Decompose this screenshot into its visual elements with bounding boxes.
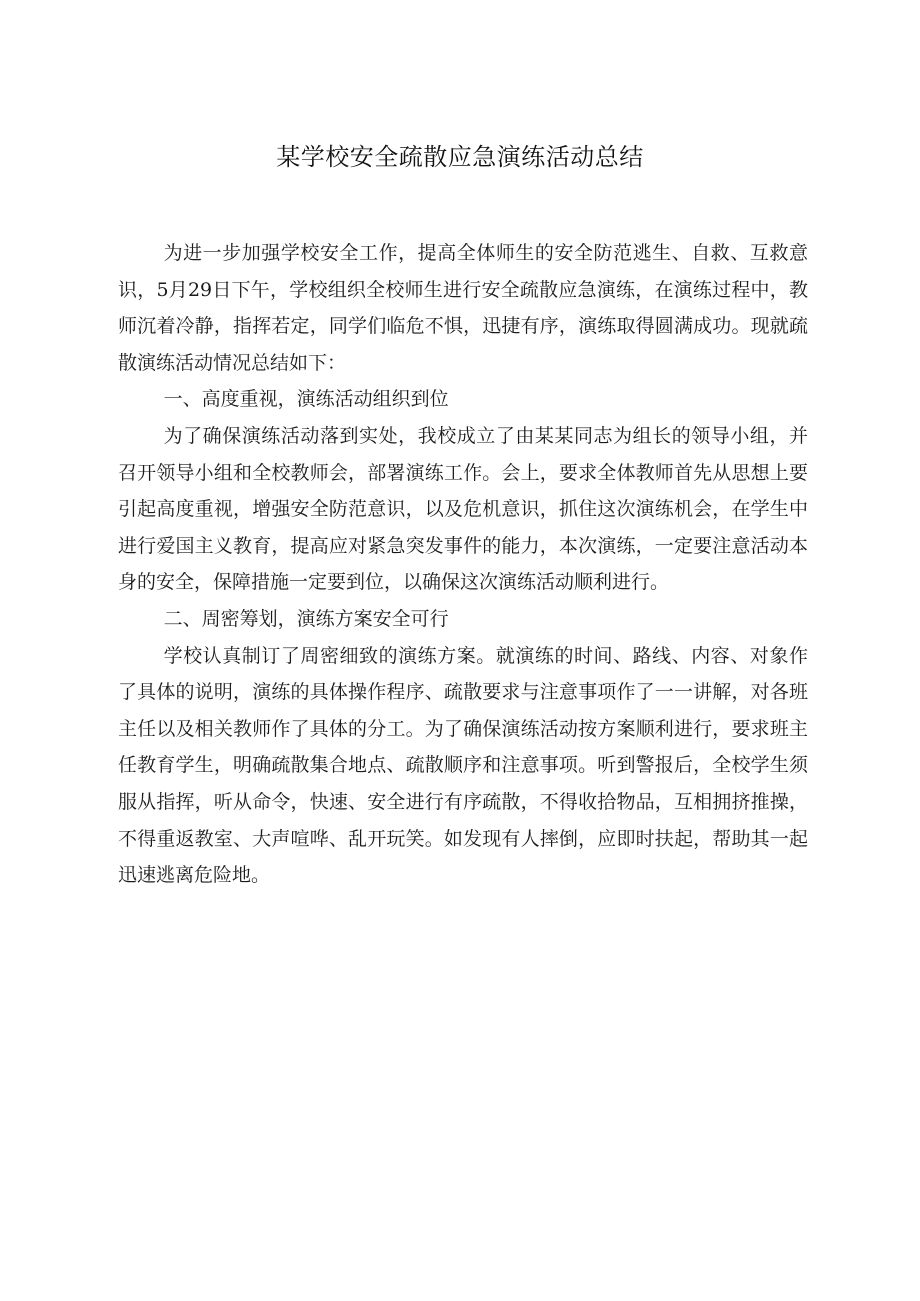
document-title: 某学校安全疏散应急演练活动总结 [276, 143, 644, 171]
section-2-paragraph: 学校认真制订了周密细致的演练方案。就演练的时间、路线、内容、对象作了具体的说明，演练的具体操作程序、疏散要求与注意事项作了一一讲解，对各班主任以及相关教师作了具体的分工。为了确保演练活动按方案顺利进行，要求班主任教育学生，明确疏散集合地点、疏散顺序和注意事项。听到警报后，全校学生须服从指挥，听从命令，快速、安全进行有序疏散，不得收拾物品，互相拥挤推操，不得重返教室、大声喧哗、乱开玩笑。如发现有人摔倒，应即时扶起，帮助其一起迅速逃离危险地。 [118, 644, 808, 887]
section-heading-1: 一、高度重视，演练活动组织到位 [163, 388, 449, 411]
document-body [118, 235, 808, 894]
section-1-paragraph: 为了确保演练活动落到实处，我校成立了由某某同志为组长的领导小组，并召开领导小组和全校教师会，部署演练工作。会上，要求全体教师首先从思想上要引起高度重视，增强安全防范意识，以及危机意识，抓住这次演练机会，在学生中进行爱国主义教育，提高应对紧急突发事件的能力，本次演练，一定要注意活动本身的安全，保障措施一定要到位，以确保这次演练活动顺利进行。 [118, 424, 808, 594]
intro-paragraph: 为进一步加强学校安全工作，提高全体师生的安全防范逃生、自救、互救意识，5月29日下午，学校组织全校师生进行安全疏散应急演练，在演练过程中，教师沉着冷静，指挥若定，同学们临危不惧，迅捷有序，演练取得圆满成功。现就疏散演练活动情况总结如下： [118, 242, 808, 374]
section-heading-2: 二、周密筹划，演练方案安全可行 [163, 607, 449, 630]
